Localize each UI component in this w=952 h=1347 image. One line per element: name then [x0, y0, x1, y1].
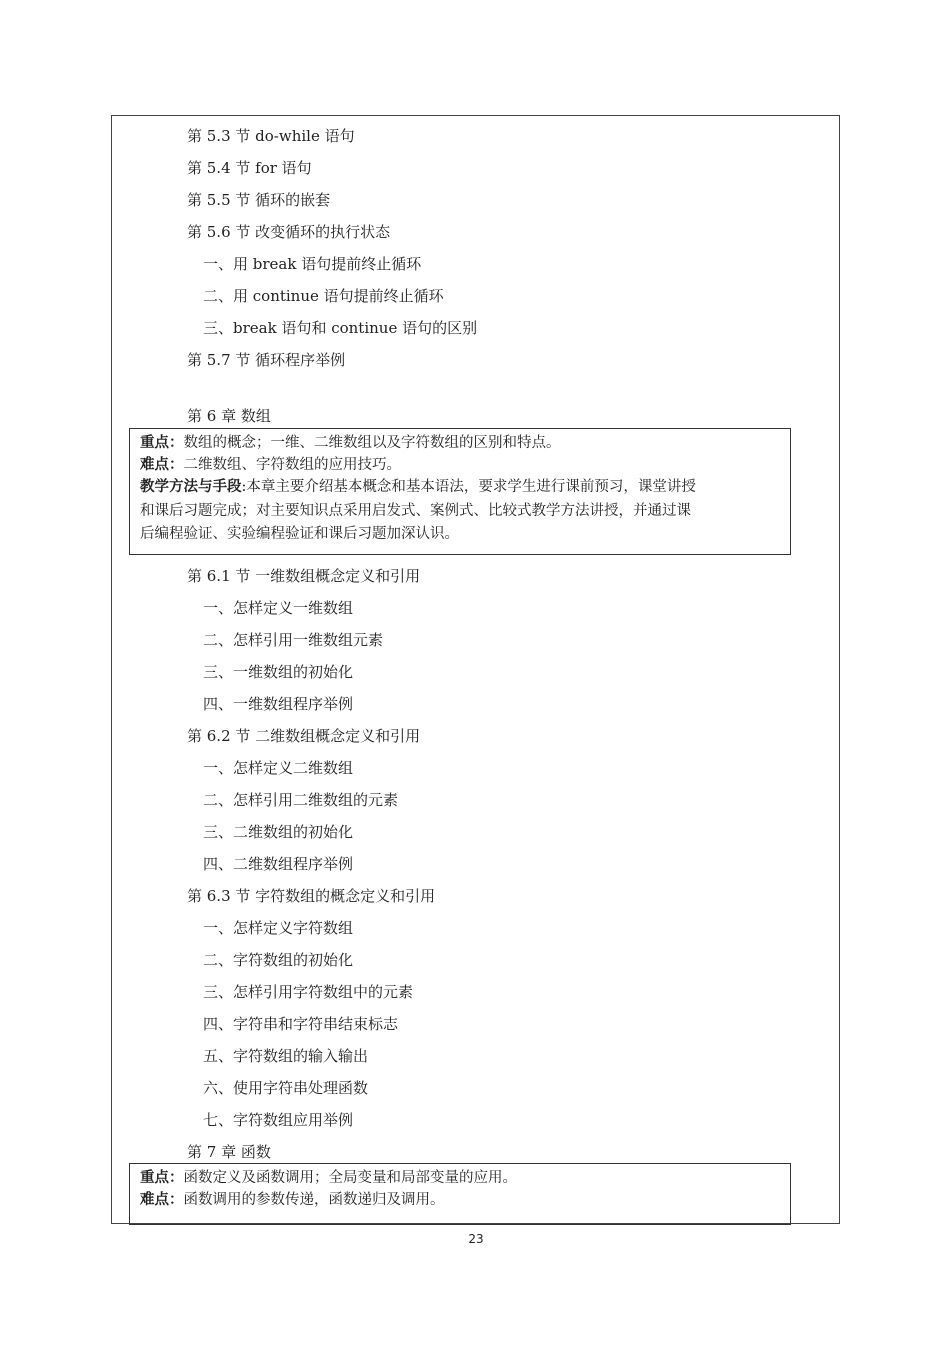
- subsection-item: 四、一维数组程序举例: [203, 695, 354, 713]
- teaching-method-cont: 和课后习题完成；对主要知识点采用启发式、案例式、比较式教学方法讲授，并通过课: [140, 502, 691, 519]
- section-heading: 第 5.6 节 改变循环的执行状态: [187, 223, 391, 241]
- subsection-item: 五、字符数组的输入输出: [203, 1047, 369, 1065]
- method-label: 教学方法与手段: [140, 479, 242, 495]
- subsection-item: 四、二维数组程序举例: [203, 855, 354, 873]
- chapter-title: 第 7 章 函数: [187, 1143, 271, 1161]
- section-heading: 第 5.7 节 循环程序举例: [187, 351, 346, 369]
- chapter-summary-box: [129, 428, 791, 555]
- subsection-item: 一、怎样定义二维数组: [203, 759, 354, 777]
- section-heading: 第 5.5 节 循环的嵌套: [187, 191, 331, 209]
- subsection-item: 六、使用字符串处理函数: [203, 1079, 369, 1097]
- teaching-method: 教学方法与手段:本章主要介绍基本概念和基本语法，要求学生进行课前预习，课堂讲授: [140, 479, 696, 495]
- difficulty-label: 难点: [140, 1192, 169, 1208]
- subsection-item: 一、怎样定义字符数组: [203, 919, 354, 937]
- method-text: 本章主要介绍基本概念和基本语法，要求学生进行课前预习，课堂讲授: [246, 479, 696, 495]
- difficulty-text: 函数调用的参数传递，函数递归及调用。: [183, 1192, 445, 1208]
- subsection-item: 二、字符数组的初始化: [203, 951, 354, 969]
- subsection-item: 一、怎样定义一维数组: [203, 599, 354, 617]
- difficult-points: 难点：函数调用的参数传递，函数递归及调用。: [140, 1192, 445, 1208]
- difficult-points: 难点：二维数组、字符数组的应用技巧。: [140, 457, 401, 473]
- subsection-item: 四、字符串和字符串结束标志: [203, 1015, 399, 1033]
- subsection-item: 三、二维数组的初始化: [203, 823, 354, 841]
- key-text: 数组的概念；一维、二维数组以及字符数组的区别和特点。: [183, 435, 561, 451]
- subsection-item: 一、用 break 语句提前终止循环: [203, 255, 422, 273]
- subsection-item: 三、一维数组的初始化: [203, 663, 354, 681]
- subsection-item: 三、break 语句和 continue 语句的区别: [203, 319, 478, 337]
- teaching-method-cont: 后编程验证、实验编程验证和课后习题加深认识。: [140, 526, 459, 542]
- key-points: 重点：函数定义及函数调用；全局变量和局部变量的应用。: [140, 1170, 517, 1186]
- key-label: 重点: [140, 435, 169, 451]
- difficulty-label: 难点: [140, 457, 169, 473]
- section-heading: 第 5.3 节 do-while 语句: [187, 127, 355, 145]
- subsection-item: 二、用 continue 语句提前终止循环: [203, 287, 444, 305]
- chapter-title: 第 6 章 数组: [187, 407, 271, 425]
- section-heading: 第 6.3 节 字符数组的概念定义和引用: [187, 887, 436, 905]
- section-heading: 第 6.1 节 一维数组概念定义和引用: [187, 567, 421, 585]
- page-number: 23: [468, 1232, 484, 1246]
- subsection-item: 二、怎样引用一维数组元素: [203, 631, 384, 649]
- key-text: 函数定义及函数调用；全局变量和局部变量的应用。: [183, 1170, 517, 1186]
- section-heading: 第 6.2 节 二维数组概念定义和引用: [187, 727, 421, 745]
- chapter-summary-box: [129, 1163, 791, 1225]
- subsection-item: 二、怎样引用二维数组的元素: [203, 791, 399, 809]
- subsection-item: 三、怎样引用字符数组中的元素: [203, 983, 414, 1001]
- section-heading: 第 5.4 节 for 语句: [187, 159, 312, 177]
- subsection-item: 七、字符数组应用举例: [203, 1111, 354, 1129]
- key-label: 重点: [140, 1170, 169, 1186]
- key-points: 重点：数组的概念；一维、二维数组以及字符数组的区别和特点。: [140, 435, 561, 451]
- difficulty-text: 二维数组、字符数组的应用技巧。: [183, 457, 401, 473]
